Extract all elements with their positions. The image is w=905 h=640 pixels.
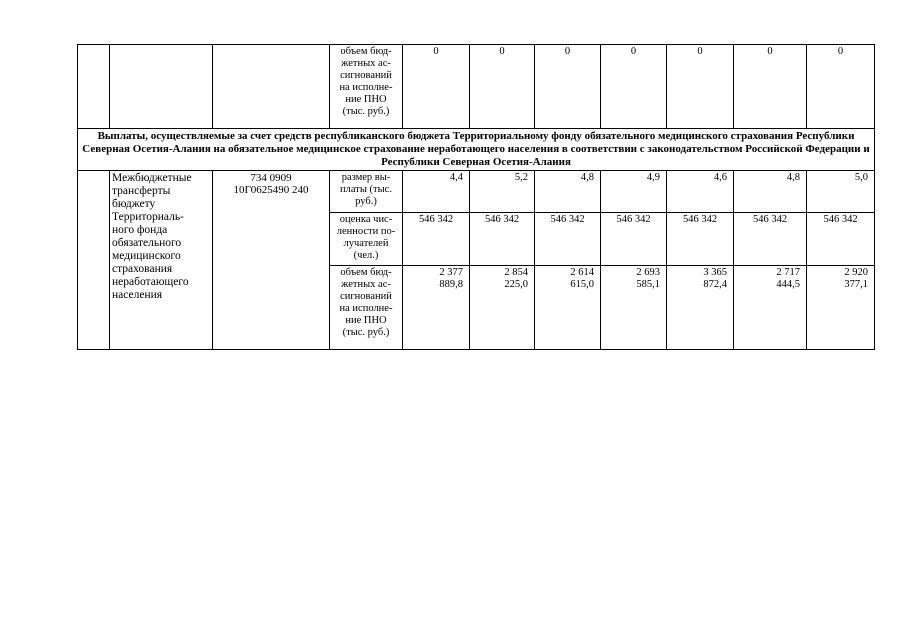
value-text: 2 717 444,5 [776, 267, 800, 290]
value-cell: 4,8 [535, 171, 601, 213]
value-cell: 0 [667, 45, 734, 129]
value-text: 2 854 225,0 [504, 267, 528, 290]
value-cell: 0 [535, 45, 601, 129]
indicator-label: размер вы- платы (тыс. руб.) [340, 172, 392, 207]
table-row [78, 171, 875, 213]
value-cell [535, 266, 601, 350]
value-cell [667, 266, 734, 350]
value-cell: 4,8 [734, 171, 807, 213]
name-cell [110, 45, 213, 129]
value-text: 3 365 872,4 [703, 267, 727, 290]
budget-code: 734 0909 10Г0625490 240 [233, 172, 309, 196]
value-cell: 0 [403, 45, 470, 129]
value-cell: 0 [734, 45, 807, 129]
indicator-label: объем бюд- жетных ас- сигнований на исполне- ние ПНО (тыс. руб.) [339, 46, 393, 117]
value-text: 2 377 889,8 [439, 267, 463, 290]
value-cell: 4,4 [403, 171, 470, 213]
value-cell: 546 342 [807, 213, 875, 266]
value-cell: 546 342 [601, 213, 667, 266]
indicator-label: оценка чис- ленности по- лучателей (чел.) [336, 214, 396, 261]
value-cell: 5,2 [470, 171, 535, 213]
table-row [78, 45, 875, 129]
value-cell [734, 266, 807, 350]
code-cell [213, 45, 330, 129]
indicator-cell [330, 45, 403, 129]
indicator-cell [330, 266, 403, 350]
value-cell: 5,0 [807, 171, 875, 213]
value-cell: 4,9 [601, 171, 667, 213]
value-cell: 546 342 [403, 213, 470, 266]
value-cell: 546 342 [734, 213, 807, 266]
transfer-name-cell [110, 171, 213, 350]
indicator-label: объем бюд- жетных ас- сигнований на исполне- ние ПНО (тыс. руб.) [339, 267, 393, 338]
value-cell: 0 [470, 45, 535, 129]
value-cell: 0 [601, 45, 667, 129]
row-number-cell [78, 171, 110, 350]
budget-table [77, 44, 875, 350]
value-cell: 0 [807, 45, 875, 129]
indicator-cell [330, 171, 403, 213]
value-cell: 546 342 [535, 213, 601, 266]
value-cell: 546 342 [470, 213, 535, 266]
row-number-cell [78, 45, 110, 129]
value-cell: 4,6 [667, 171, 734, 213]
section-title: Выплаты, осуществляемые за счет средств республиканского бюджета Территориальному фонду обязательного медицинского страхования Республики Северная Осетия-Алания на обязательное медицинское страхование неработающего населения в соответствии с законодательством Российской Федерации и Республики Северная Осетия-Алания [78, 129, 875, 171]
value-cell [601, 266, 667, 350]
value-text: 2 614 615,0 [570, 267, 594, 290]
value-cell [807, 266, 875, 350]
section-title-row [78, 129, 875, 171]
indicator-cell [330, 213, 403, 266]
value-cell: 546 342 [667, 213, 734, 266]
budget-code-cell [213, 171, 330, 350]
value-text: 2 693 585,1 [636, 267, 660, 290]
value-text: 2 920 377,1 [844, 267, 868, 290]
value-cell [403, 266, 470, 350]
value-cell [470, 266, 535, 350]
transfer-name: Межбюджетные трансферты бюджету Территориаль- ного фонда обязательного медицинского страхования неработающего населения [112, 172, 192, 301]
